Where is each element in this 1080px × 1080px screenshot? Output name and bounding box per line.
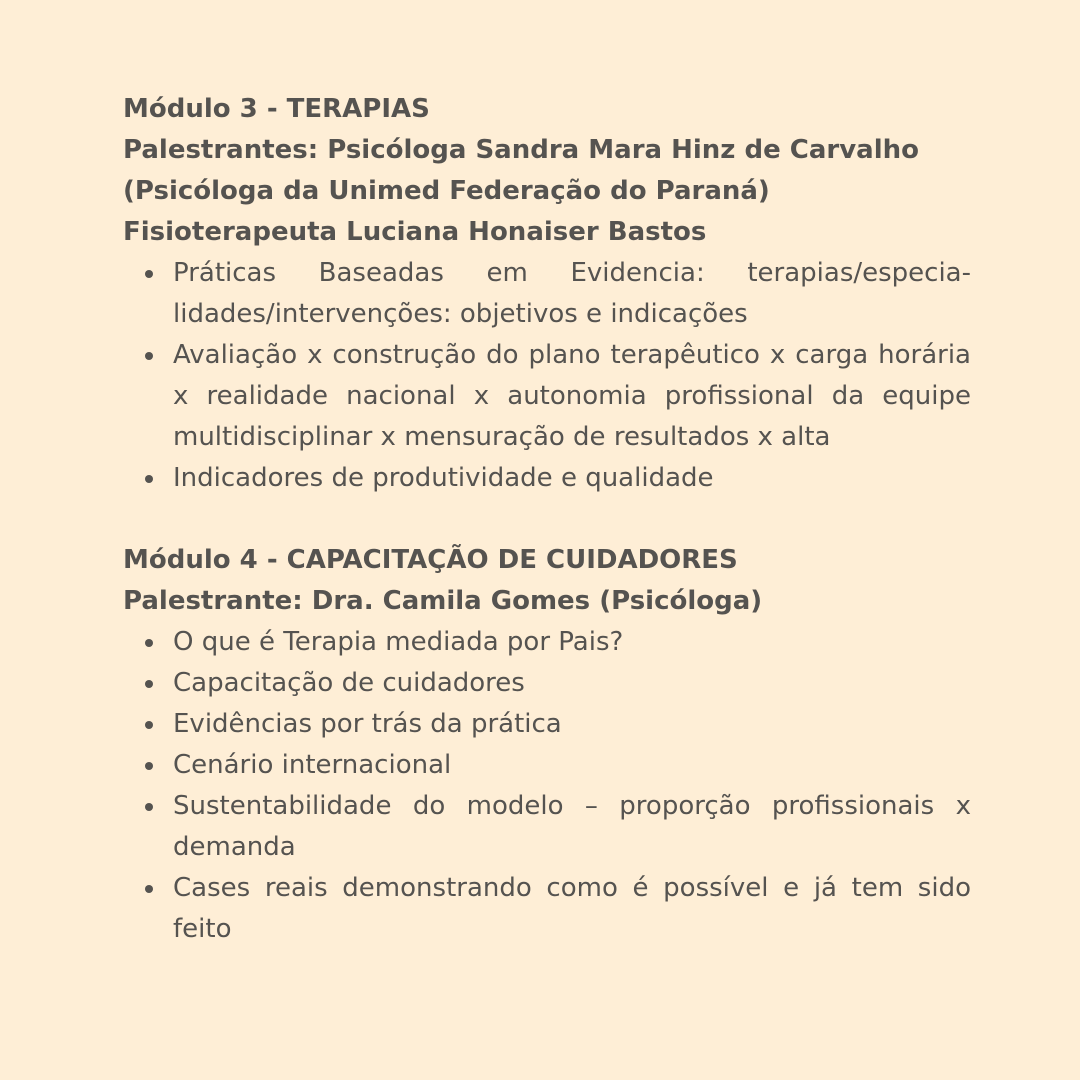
list-item-text: Cenário internacional [173,750,452,780]
list-item-text: Indicadores de produtividade e qualidade [173,463,714,493]
list-item [123,745,971,786]
bullet-icon [145,352,153,360]
content [123,89,971,950]
bullet-icon [145,721,153,729]
bullet-icon [145,885,153,893]
bullet-icon [145,639,153,647]
module-4-title: Módulo 4 - CAPACITAÇÃO DE CUIDADORES [123,545,738,575]
list-item-text: Avaliação x construção do plano terapêutico x carga horária x realidade nacional x autonomia profissional da equipe multidisciplinar x mensuração de resultados x alta [173,340,971,452]
module-4-section [123,540,971,950]
module-4-speaker-line: Palestrante: Dra. Camila Gomes (Psicóloga) [123,586,763,616]
module-3-topic-list [123,253,971,499]
bullet-icon [145,762,153,770]
list-item-text: Práticas Baseadas em Evidencia: terapias/especia-lidades/intervenções: objetivos e indicações [173,258,971,329]
list-item [123,622,971,663]
list-item-text: Evidências por trás da prática [173,709,562,739]
module-3-section [123,89,971,499]
module-3-speaker-line: Fisioterapeuta Luciana Honaiser Bastos [123,217,707,247]
list-item [123,335,971,458]
bullet-icon [145,270,153,278]
list-item [123,786,971,868]
bullet-icon [145,680,153,688]
list-item [123,253,971,335]
list-item-text: Sustentabilidade do modelo – proporção profissionais x demanda [173,791,971,862]
module-4-topic-list [123,622,971,950]
module-3-speaker-line: (Psicóloga da Unimed Federação do Paraná) [123,176,770,206]
list-item [123,663,971,704]
bullet-icon [145,475,153,483]
list-item [123,704,971,745]
list-item-text: Cases reais demonstrando como é possível e já tem sido feito [173,873,971,944]
list-item [123,458,971,499]
module-3-speaker-line: Palestrantes: Psicóloga Sandra Mara Hinz de Carvalho [123,135,919,165]
list-item [123,868,971,950]
list-item-text: O que é Terapia mediada por Pais? [173,627,624,657]
bullet-icon [145,803,153,811]
module-3-title: Módulo 3 - TERAPIAS [123,94,430,124]
list-item-text: Capacitação de cuidadores [173,668,525,698]
